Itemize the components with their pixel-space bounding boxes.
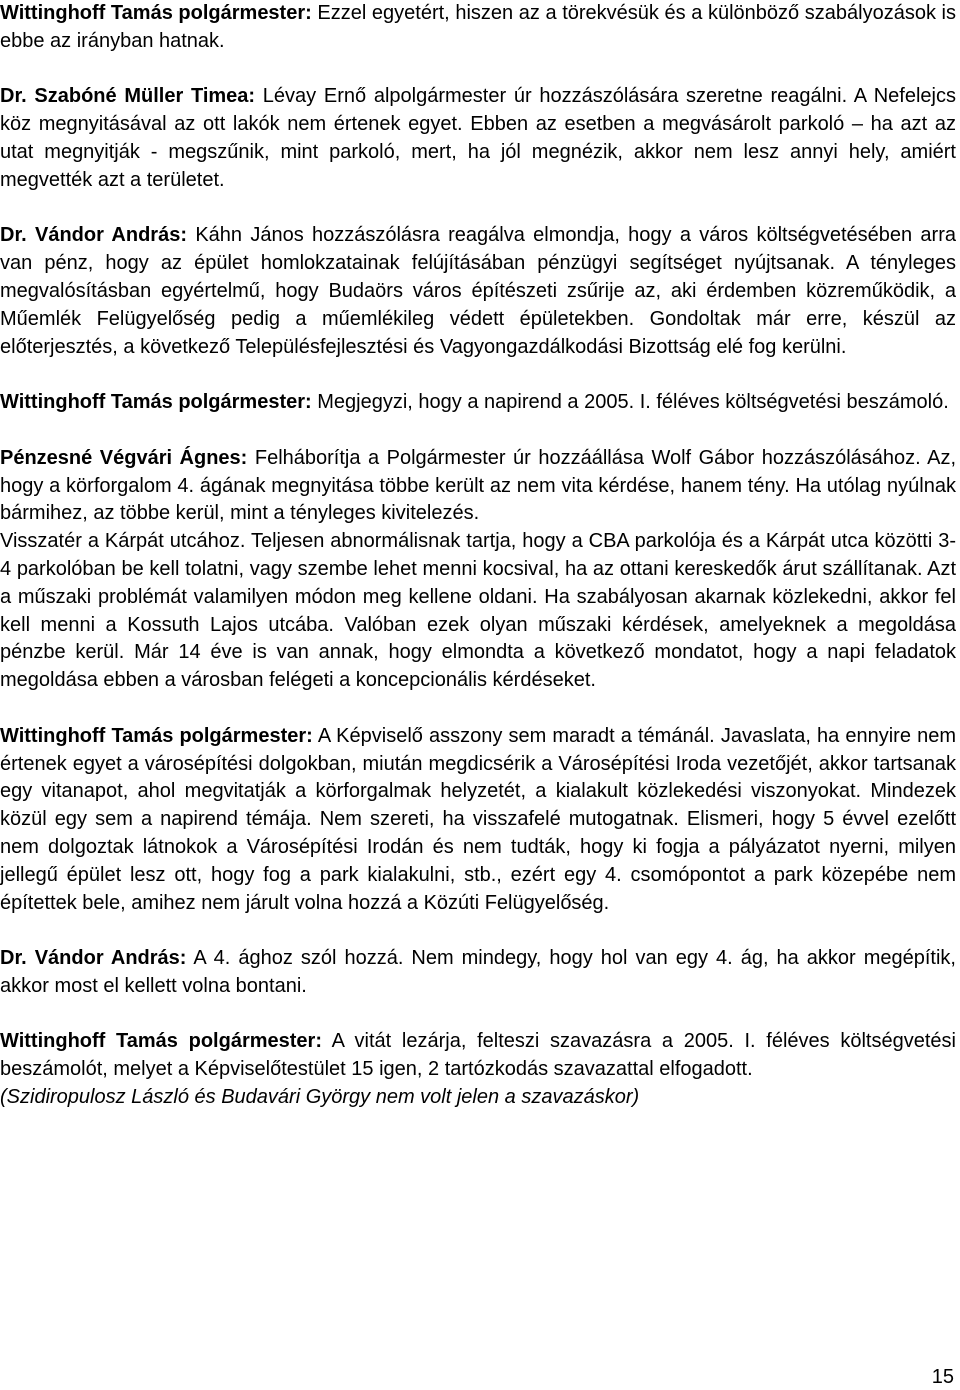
paragraph-text: Felháborítja a Polgármester úr hozzáállása Wolf Gábor hozzászólásához. Az, hogy a körforgalom 4. ágának megnyitása többe került az nem vita kérdése, hanem tény. Ha utólag nyúlnak bármihez, az többe kerül, mint a tényleges kivitelezés. xyxy=(0,446,957,525)
paragraph xyxy=(0,723,956,918)
speaker-name: Wittinghoff Tamás polgármester: xyxy=(0,391,312,414)
paragraph-text: Megjegyzi, hogy a napirend a 2005. I. féléves költségvetési beszámoló. xyxy=(311,391,949,414)
speaker-name: Dr. Szabóné Müller Timea: xyxy=(0,85,256,108)
paragraph-text: Lévay Ernő alpolgármester úr hozzászólására szeretne reagálni. A Nefelejcs köz megnyitásával az ott lakók nem értenek egyet. Ebben az esetben a megvásárolt parkoló – ha azt az utat megnyitják - megszűnik, mint parkoló, mert, ha jól megnézik, akkor nem lesz annyi hely, amiért megvették azt a területet. xyxy=(0,85,956,191)
speaker-name: Wittinghoff Tamás polgármester: xyxy=(0,724,313,747)
speaker-name: Pénzesné Végvári Ágnes: xyxy=(0,446,248,469)
paragraph xyxy=(0,83,956,194)
paragraph-text: Káhn János hozzászólásra reagálva elmondja, hogy a város költségvetésében arra van pénz, hogy az épület homlokzatainak felújításában pénzügyi segítséget nyújtsanak. A tényleges megvalósításban egyértelmű, hogy Budaörs város építészeti zsűrije az, aki érdemben közreműködik, a Műemlék Felügyelőség pedig a műemlékileg védett épületekben. Gondoltak már erre, készül az előterjesztés, a következő Településfejlesztési és Vagyongazdálkodási Bizottság elé fog kerülni. xyxy=(0,224,957,358)
speaker-name: Wittinghoff Tamás polgármester: xyxy=(0,2,312,24)
speaker-name: Dr. Vándor András: xyxy=(0,947,187,970)
paragraph xyxy=(0,1028,956,1084)
page-number: 15 xyxy=(931,1366,954,1388)
paragraph xyxy=(0,0,956,56)
paragraph xyxy=(0,389,956,417)
paragraph-text: A Képviselő asszony sem maradt a témánál. Javaslata, ha ennyire nem értenek egyet a városépítési dolgokban, miután megdicsérik a Városépítési Iroda vezetőjét, akkor tartsanak egy vitanapot, ahol megvitatják a körforgalmak helyzetét, a kialakult közlekedési viszonyokat. Mindezek közül egy sem a napirend témája. Nem szereti, ha visszafelé mutogatnak. Elismeri, hogy 5 évvel ezelőtt nem dolgoztak látnokok a Városépítési Irodán és nem tudták, hogy ki fogja a pályázatot nyerni, milyen jellegű épület lesz ott, hogy fog a park kialakulni, stb., ezért egy 4. csomópontot a park közepébe nem építettek bele, amihez nem járult volna hozzá a Közúti Felügyelőség. xyxy=(0,724,956,914)
paragraph xyxy=(0,222,956,361)
speaker-name: Wittinghoff Tamás polgármester: xyxy=(0,1030,322,1053)
paragraph-continuation: Visszatér a Kárpát utcához. Teljesen abnormálisnak tartja, hogy a CBA parkolója és a Kárpát utca közötti 3-4 parkolóban be kell tolatni, vagy szembe lehet menni kocsival, ha az ottani kereskedők árut szállítanak. Azt a műszaki problémát valamilyen módon meg kellene oldani. Ha szabályosan akarnak közlekedni, akkor fel kell menni a Kossuth Lajos utcába. Valóban ezek olyan műszaki kérdések, amelyeknek a megoldása pénzbe kerül. Már 14 éve is van annak, hogy elmondta a következő mondatot, hogy a napi feladatok megoldása ebben a városban felégeti a koncepcionális kérdéseket. xyxy=(0,530,956,692)
paragraph-text: A vitát lezárja, felteszi szavazásra a 2005. I. féléves költségvetési beszámolót, melyet a Képviselőtestület 15 igen, 2 tartózkodás szavazattal elfogadott. xyxy=(0,1030,956,1081)
paragraph xyxy=(0,445,956,528)
paragraph-text: A 4. ághoz szól hozzá. Nem mindegy, hogy hol van egy 4. ág, ha akkor megépítik, akkor most el kellett volna bontani. xyxy=(0,947,956,997)
voting-note: (Szidiropulosz László és Budavári György nem volt jelen a szavazáskor) xyxy=(0,1086,640,1109)
speaker-name: Dr. Vándor András: xyxy=(0,224,188,247)
paragraph xyxy=(0,945,956,1001)
paragraph-text: Ezzel egyetért, hiszen az a törekvésük és a különböző szabályozások is ebbe az irányban hatnak. xyxy=(0,2,956,52)
